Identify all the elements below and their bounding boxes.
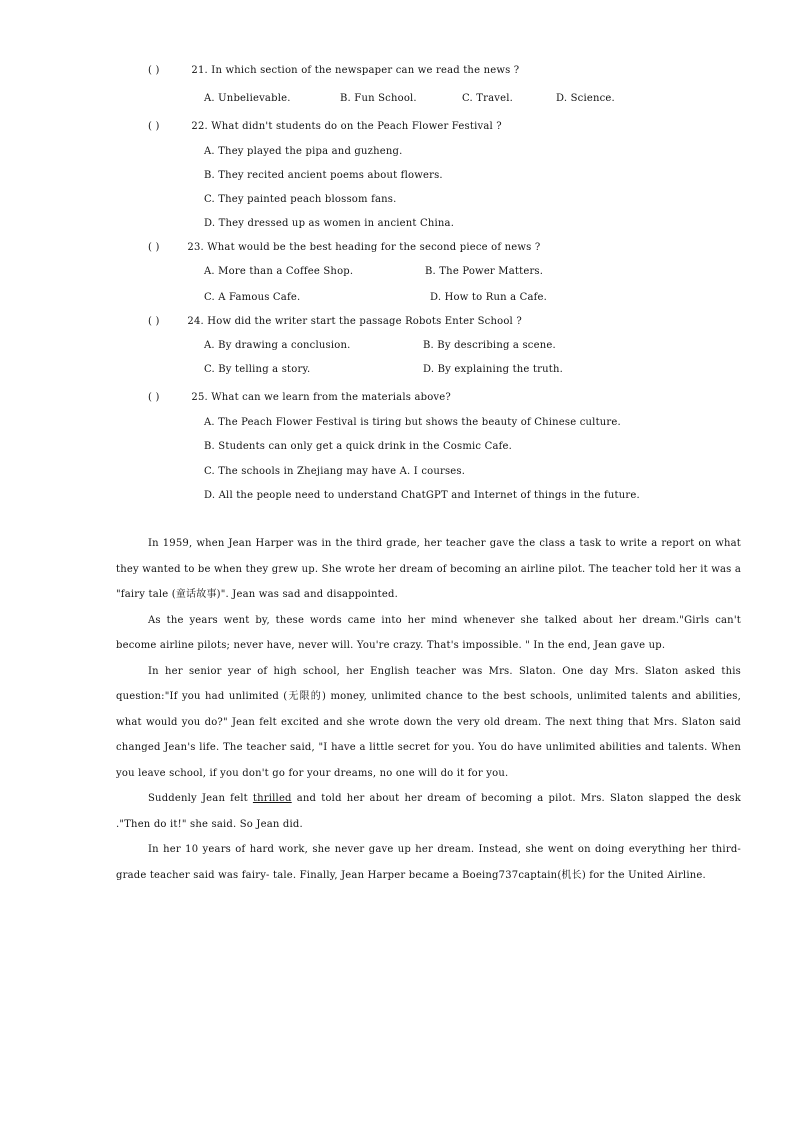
passage-paragraph-2: As the years went by, these words came into her mind whenever she talked about her dream."Girls can't become airline pilots; never have, never will. You're crazy. That's impossible. " In the end, Jean gave up. — [116, 614, 741, 651]
question-text: In which section of the newspaper can we read the news ? — [211, 65, 520, 76]
option-d: D. How to Run a Cafe. — [430, 292, 548, 303]
question-number: 22. — [191, 121, 208, 132]
option-d: D. Science. — [556, 93, 615, 104]
question-21 — [148, 65, 519, 76]
option-d: D. They dressed up as women in ancient China. — [204, 218, 455, 229]
option-a: A. The Peach Flower Festival is tiring but shows the beauty of Chinese culture. — [204, 417, 621, 428]
question-23 — [148, 242, 540, 253]
question-number: 24. — [187, 316, 204, 327]
option-b: B. They recited ancient poems about flowers. — [204, 170, 443, 181]
answer-blank[interactable]: ( ) — [148, 242, 160, 253]
paragraph-4-rest: and told her about her dream of becoming a pilot. Mrs. Slaton slapped the desk ."Then do it!" she said. So Jean did. — [116, 793, 741, 830]
answer-blank[interactable]: ( ) — [148, 392, 160, 403]
option-b: B. Fun School. — [340, 93, 417, 104]
question-text: What didn't students do on the Peach Flower Festival ? — [211, 121, 502, 132]
question-25 — [148, 392, 451, 403]
option-a: A. They played the pipa and guzheng. — [204, 146, 403, 157]
option-c: C. They painted peach blossom fans. — [204, 194, 397, 205]
option-d: D. By explaining the truth. — [423, 364, 564, 375]
option-a: A. More than a Coffee Shop. — [204, 266, 354, 277]
answer-blank[interactable]: ( ) — [148, 316, 160, 327]
option-c: C. The schools in Zhejiang may have A. I courses. — [204, 466, 466, 477]
question-number: 21. — [191, 65, 208, 76]
passage-paragraph-1: In 1959, when Jean Harper was in the third grade, her teacher gave the class a task to write a report on what they wanted to be when they grew up. She wrote her dream of becoming an airline pilot. The teacher told her it was a "fairy tale (童话故事)". Jean was sad and disappointed. — [116, 538, 741, 600]
question-text: What would be the best heading for the second piece of news ? — [207, 242, 541, 253]
answer-blank[interactable]: ( ) — [148, 121, 160, 132]
option-a: A. Unbelievable. — [204, 93, 291, 104]
question-22 — [148, 121, 502, 132]
option-c: C. A Famous Cafe. — [204, 292, 301, 303]
option-d: D. All the people need to understand ChatGPT and Internet of things in the future. — [204, 490, 640, 501]
question-text: What can we learn from the materials above? — [211, 392, 451, 403]
underlined-word-thrilled: thrilled — [252, 793, 292, 804]
option-a: A. By drawing a conclusion. — [204, 340, 351, 351]
question-number: 25. — [191, 392, 208, 403]
question-text: How did the writer start the passage Robots Enter School ? — [207, 316, 522, 327]
passage-paragraph-4 — [116, 786, 741, 837]
question-24 — [148, 316, 522, 327]
option-b: B. By describing a scene. — [423, 340, 556, 351]
passage-paragraph-3: In her senior year of high school, her English teacher was Mrs. Slaton. One day Mrs. Slaton asked this question:"If you had unlimited (无限的) money, unlimited chance to the best schools, unlimited talents and abilities, what would you do?" Jean felt excited and she wrote down the very old dream. The next thing that Mrs. Slaton said changed Jean's life. The teacher said, "I have a little secret for you. You do have unlimited abilities and talents. When you leave school, if you don't go for your dreams, no one will do it for you. — [116, 665, 741, 779]
option-b: B. The Power Matters. — [425, 266, 544, 277]
reading-passage — [116, 531, 741, 888]
option-c: C. Travel. — [462, 93, 514, 104]
paragraph-4-lead: Suddenly Jean felt — [148, 793, 253, 804]
passage-paragraph-5: In her 10 years of hard work, she never gave up her dream. Instead, she went on doing everything her third-grade teacher said was fairy- tale. Finally, Jean Harper became a Boeing737captain(机长) for the United Airline. — [116, 844, 741, 881]
question-number: 23. — [187, 242, 204, 253]
answer-blank[interactable]: ( ) — [148, 65, 160, 76]
option-b: B. Students can only get a quick drink in the Cosmic Cafe. — [204, 441, 513, 452]
option-c: C. By telling a story. — [204, 364, 311, 375]
